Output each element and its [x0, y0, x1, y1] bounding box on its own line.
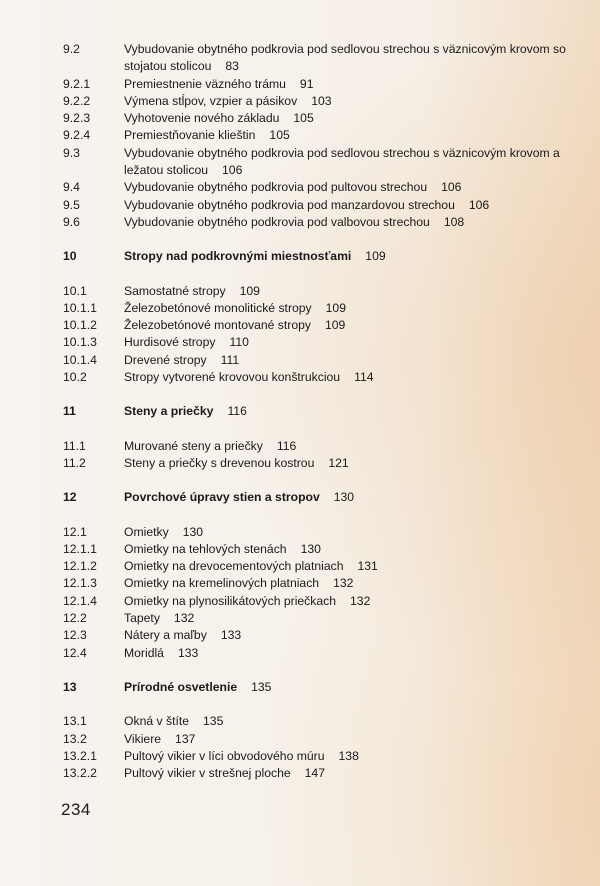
toc-entry-title-text: Vyhotovenie nového základu [124, 111, 280, 126]
toc-chapter-row [0, 403, 600, 420]
section-spacer [0, 386, 600, 403]
toc-entry-row [0, 214, 600, 231]
section-spacer [0, 662, 600, 679]
toc-entry-title-text: Omietky [124, 524, 169, 539]
toc-chapter-row [0, 248, 600, 265]
toc-entry-title [124, 369, 586, 386]
toc-entry-number: 10.2 [63, 370, 87, 385]
toc-entry-title [124, 731, 586, 748]
toc-entry-title [124, 593, 586, 610]
toc-entry-title [124, 300, 586, 317]
toc-entry-number: 11 [63, 404, 76, 419]
toc-entry-page: 135 [251, 679, 272, 694]
toc-entry-number: 9.2.2 [63, 93, 91, 108]
toc-entry-title-text: Stropy vytvorené krovovou konštrukciou [124, 370, 341, 385]
toc-entry-title [124, 645, 586, 662]
toc-entry-title-text: Moridlá [124, 645, 164, 660]
toc-entry-title [124, 41, 586, 76]
toc-entry-page: 116 [276, 438, 297, 453]
toc-entry-row [0, 110, 600, 127]
toc-entry-title-text: Vikiere [124, 731, 162, 746]
toc-entry-page: 109 [325, 300, 346, 315]
toc-entry-title-text: Stropy nad podkrovnými miestnosťami [124, 249, 352, 264]
toc-entry-number: 10.1.4 [63, 352, 97, 367]
toc-entry-number: 12.1.4 [63, 593, 97, 608]
toc-entry-row [0, 197, 600, 214]
toc-entry-title-text: Omietky na kremelinových platniach [124, 576, 320, 591]
toc-entry-title-text: Omietky na drevocementových platniach [124, 559, 344, 574]
toc-entry-title-text: Výmena stĺpov, vzpier a pásikov [124, 93, 298, 108]
toc-entry-number: 9.5 [63, 197, 80, 212]
toc-entry-row [0, 369, 600, 386]
toc-entry-number: 9.2.3 [63, 111, 91, 126]
toc-entry-number: 9.2 [63, 42, 80, 56]
toc-chapter-row [0, 679, 600, 696]
toc-entry-number: 11.2 [63, 455, 86, 470]
toc-entry-page: 110 [229, 335, 249, 350]
toc-entry-row [0, 541, 600, 558]
toc-entry-page: 132 [333, 576, 354, 591]
toc-entry-number: 13.2.2 [63, 766, 97, 781]
toc-entry-row [0, 438, 600, 455]
toc-entry-title-text: Tapety [124, 611, 160, 626]
toc-entry-title [124, 765, 586, 782]
toc-entry-title-text: Hurdisové stropy [124, 335, 216, 350]
toc-entry-title-text: Steny a priečky [124, 404, 214, 419]
toc-entry-title-text: Premiestňovanie klieštin [124, 128, 256, 143]
toc-entry-row [0, 627, 600, 644]
toc-entry-number: 9.2.1 [63, 76, 91, 91]
toc-entry-page: 103 [311, 93, 332, 108]
toc-entry-page: 133 [220, 628, 242, 643]
toc-entry-row [0, 300, 600, 317]
toc-entry-title [124, 317, 586, 334]
toc-entry-number: 9.3 [63, 145, 80, 160]
toc-entry-title [124, 558, 586, 575]
section-spacer [0, 421, 600, 438]
toc-entry-number: 13.2 [63, 731, 87, 746]
toc-entry-page: 106 [468, 197, 490, 212]
toc-entry-title [124, 214, 586, 231]
toc-entry-number: 12 [63, 490, 77, 505]
toc-entry-page: 116 [227, 404, 247, 419]
toc-entry-page: 138 [338, 748, 359, 763]
toc-entry-title [124, 179, 586, 196]
toc-entry-row [0, 610, 600, 627]
toc-entry-page: 105 [293, 111, 314, 126]
toc-entry-title [124, 93, 586, 110]
toc-entry-title [124, 352, 586, 369]
toc-entry-row [0, 455, 600, 472]
toc-entry-title [124, 197, 586, 214]
section-spacer [0, 266, 600, 283]
toc-entry-page: 91 [299, 76, 314, 91]
toc-entry-title [124, 489, 586, 506]
toc-entry-row [0, 334, 600, 351]
toc-entry-page: 106 [222, 163, 243, 178]
toc-entry-number: 12.2 [63, 611, 87, 626]
toc-entry-number: 12.1.3 [63, 576, 97, 591]
toc-entry-page: 133 [177, 645, 199, 660]
toc-entry-title [124, 679, 586, 696]
toc-entry-page: 130 [333, 490, 355, 505]
toc-entry-title-text: Vybudovanie obytného podkrovia pod sedlovou strechou s väznicovým krovom a ležatou stolicou [124, 145, 560, 178]
toc-entry-title-text: Vybudovanie obytného podkrovia pod valbovou strechou [124, 214, 430, 229]
toc-entry-row [0, 731, 600, 748]
toc-entry-title-text: Pultový vikier v líci obvodového múru [124, 748, 325, 763]
toc-entry-title [124, 524, 586, 541]
toc-entry-page: 121 [328, 455, 349, 470]
toc-entry-number: 13.2.1 [63, 748, 97, 763]
toc-chapter-row [0, 489, 600, 506]
toc-entry-title [124, 438, 586, 455]
toc-entry-page: 105 [269, 128, 290, 143]
toc-entry-page: 109 [365, 249, 386, 264]
toc-entry-number: 13.1 [63, 714, 87, 729]
toc-entry-page: 137 [175, 731, 196, 746]
toc-entry-number: 9.6 [63, 214, 80, 229]
toc-entry-title-text: Drevené stropy [124, 352, 207, 367]
toc-entry-number: 9.2.4 [63, 128, 91, 143]
toc-entry-row [0, 765, 600, 782]
toc-entry-number: 10.1.1 [63, 300, 97, 315]
toc-entry-title-text: Samostatné stropy [124, 283, 226, 298]
section-spacer [0, 231, 600, 248]
toc-entry-title-text: Povrchové úpravy stien a stropov [124, 490, 320, 505]
toc-entry-title [124, 248, 586, 265]
toc-entry-title [124, 283, 586, 300]
toc-entry-title [124, 575, 586, 592]
toc-entry-title [124, 455, 586, 472]
toc-entry-number: 9.4 [63, 180, 80, 195]
toc-entry-page: 109 [325, 318, 346, 333]
toc-entry-number: 12.4 [63, 645, 87, 660]
toc-entry-page: 130 [300, 541, 321, 556]
toc-entry-title-text: Murované steny a priečky [124, 438, 263, 453]
toc-entry-page: 131 [357, 559, 378, 574]
toc-entry-row [0, 283, 600, 300]
toc-entry-page: 132 [350, 593, 371, 608]
toc-entry-number: 11.1 [63, 438, 86, 453]
toc-entry-page: 130 [182, 524, 204, 539]
toc-entry-number: 10.1 [63, 283, 87, 298]
toc-entry-page: 106 [441, 180, 462, 195]
toc-entry-row [0, 179, 600, 196]
toc-entry-number: 12.1.1 [63, 541, 97, 556]
toc-entry-page: 109 [239, 283, 260, 298]
toc-entry-title-text: Nátery a maľby [124, 628, 207, 643]
toc-entry-title [124, 541, 586, 558]
toc-entry-number: 10 [63, 249, 77, 264]
toc-entry-page: 114 [354, 370, 374, 385]
toc-entry-title [124, 748, 586, 765]
toc-entry-title-text: Prírodné osvetlenie [124, 679, 238, 694]
toc-entry-row [0, 558, 600, 575]
toc-entry-row [0, 713, 600, 730]
toc-entry-title [124, 627, 586, 644]
section-spacer [0, 472, 600, 489]
toc-entry-title-text: Vybudovanie obytného podkrovia pod sedlovou strechou s väznicovým krovom so stojatou stolicou [124, 42, 566, 74]
toc-entry-page: 108 [443, 214, 465, 229]
toc-entry-title-text: Steny a priečky s drevenou kostrou [124, 455, 315, 470]
toc-entry-row [0, 317, 600, 334]
toc-entry-title [124, 76, 586, 93]
toc-entry-row [0, 593, 600, 610]
toc-entry-title [124, 127, 586, 144]
toc-entry-title-text: Železobetónové montované stropy [124, 318, 311, 333]
toc-entry-title [124, 145, 586, 180]
page-number: 234 [61, 800, 91, 819]
toc-entry-title-text: Okná v štíte [124, 714, 190, 729]
toc-entry-row [0, 748, 600, 765]
toc-entry-row [0, 145, 600, 180]
toc-entry-title [124, 713, 586, 730]
toc-entry-title [124, 110, 586, 127]
toc-entry-row [0, 127, 600, 144]
toc-entry-title [124, 334, 586, 351]
toc-entry-row [0, 575, 600, 592]
toc-entry-number: 10.1.3 [63, 335, 97, 350]
toc-entry-title-text: Vybudovanie obytného podkrovia pod pultovou strechou [124, 180, 428, 195]
toc-entry-title [124, 610, 586, 627]
toc-entry-page: 83 [225, 59, 239, 74]
section-spacer [0, 507, 600, 524]
toc-entry-title-text: Omietky na tehlových stenách [124, 541, 287, 556]
toc-entry-row [0, 352, 600, 369]
toc-entry-title-text: Pultový vikier v strešnej ploche [124, 766, 291, 781]
toc-entry-number: 12.1.2 [63, 559, 97, 574]
toc-entry-page: 135 [203, 714, 224, 729]
toc-entry-row [0, 93, 600, 110]
toc-entry-number: 13 [63, 679, 77, 694]
toc-entry-row [0, 524, 600, 541]
toc-entry-page: 147 [304, 766, 325, 781]
toc-entry-row [0, 76, 600, 93]
toc-entry-title-text: Premiestnenie väzného trámu [124, 76, 286, 91]
toc-entry-title-text: Železobetónové monolitické stropy [124, 300, 312, 315]
toc-entry-row [0, 645, 600, 662]
toc-entry-title-text: Vybudovanie obytného podkrovia pod manzardovou strechou [124, 197, 455, 212]
toc-entry-number: 10.1.2 [63, 318, 97, 333]
toc-entry-title-text: Omietky na plynosilikátových priečkach [124, 593, 337, 608]
table-of-contents [0, 41, 600, 782]
toc-entry-number: 12.3 [63, 628, 87, 643]
toc-entry-page: 111 [220, 352, 240, 367]
toc-entry-page: 132 [173, 611, 195, 626]
toc-entry-title [124, 403, 586, 420]
section-spacer [0, 696, 600, 713]
toc-entry-number: 12.1 [63, 524, 87, 539]
toc-entry-row [0, 41, 600, 76]
